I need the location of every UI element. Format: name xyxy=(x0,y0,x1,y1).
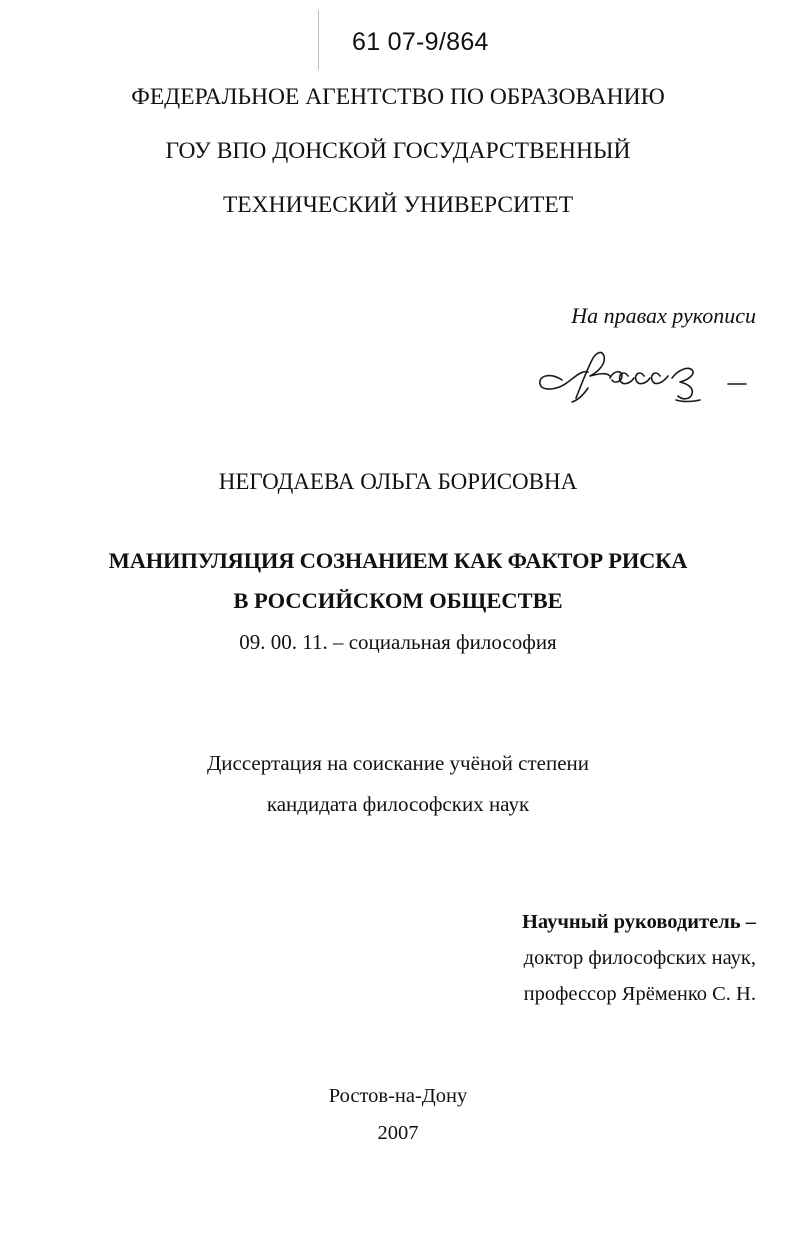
dissertation-title-line2: В РОССИЙСКОМ ОБЩЕСТВЕ xyxy=(233,588,563,613)
city: Ростов-на-Дону xyxy=(328,1085,468,1107)
agency-name: ФЕДЕРАЛЬНОЕ АГЕНТСТВО ПО ОБРАЗОВАНИЮ xyxy=(131,84,665,110)
archive-code: 61 07-9/864 xyxy=(352,28,489,56)
supervisor-degree: доктор философских наук, xyxy=(523,947,756,969)
year: 2007 xyxy=(377,1122,419,1144)
dissertation-title-line1: МАНИПУЛЯЦИЯ СОЗНАНИЕМ КАК ФАКТОР РИСКА xyxy=(108,548,688,573)
supervisor-label: Научный руководитель – xyxy=(521,911,756,933)
scan-margin-line xyxy=(318,10,319,70)
university-name-line1: ГОУ ВПО ДОНСКОЙ ГОСУДАРСТВЕННЫЙ xyxy=(165,138,631,164)
degree-statement-line1: Диссертация на соискание учёной степени xyxy=(206,751,590,775)
handwritten-signature xyxy=(532,342,762,408)
university-name-line2: ТЕХНИЧЕСКИЙ УНИВЕРСИТЕТ xyxy=(222,192,574,218)
degree-statement-line2: кандидата философских наук xyxy=(266,792,530,816)
manuscript-rights-note: На правах рукописи xyxy=(571,303,756,328)
specialty-code: 09. 00. 11. – социальная философия xyxy=(239,630,557,654)
author-name: НЕГОДАЕВА ОЛЬГА БОРИСОВНА xyxy=(218,469,578,494)
supervisor-name: профессор Ярёменко С. Н. xyxy=(523,983,756,1005)
